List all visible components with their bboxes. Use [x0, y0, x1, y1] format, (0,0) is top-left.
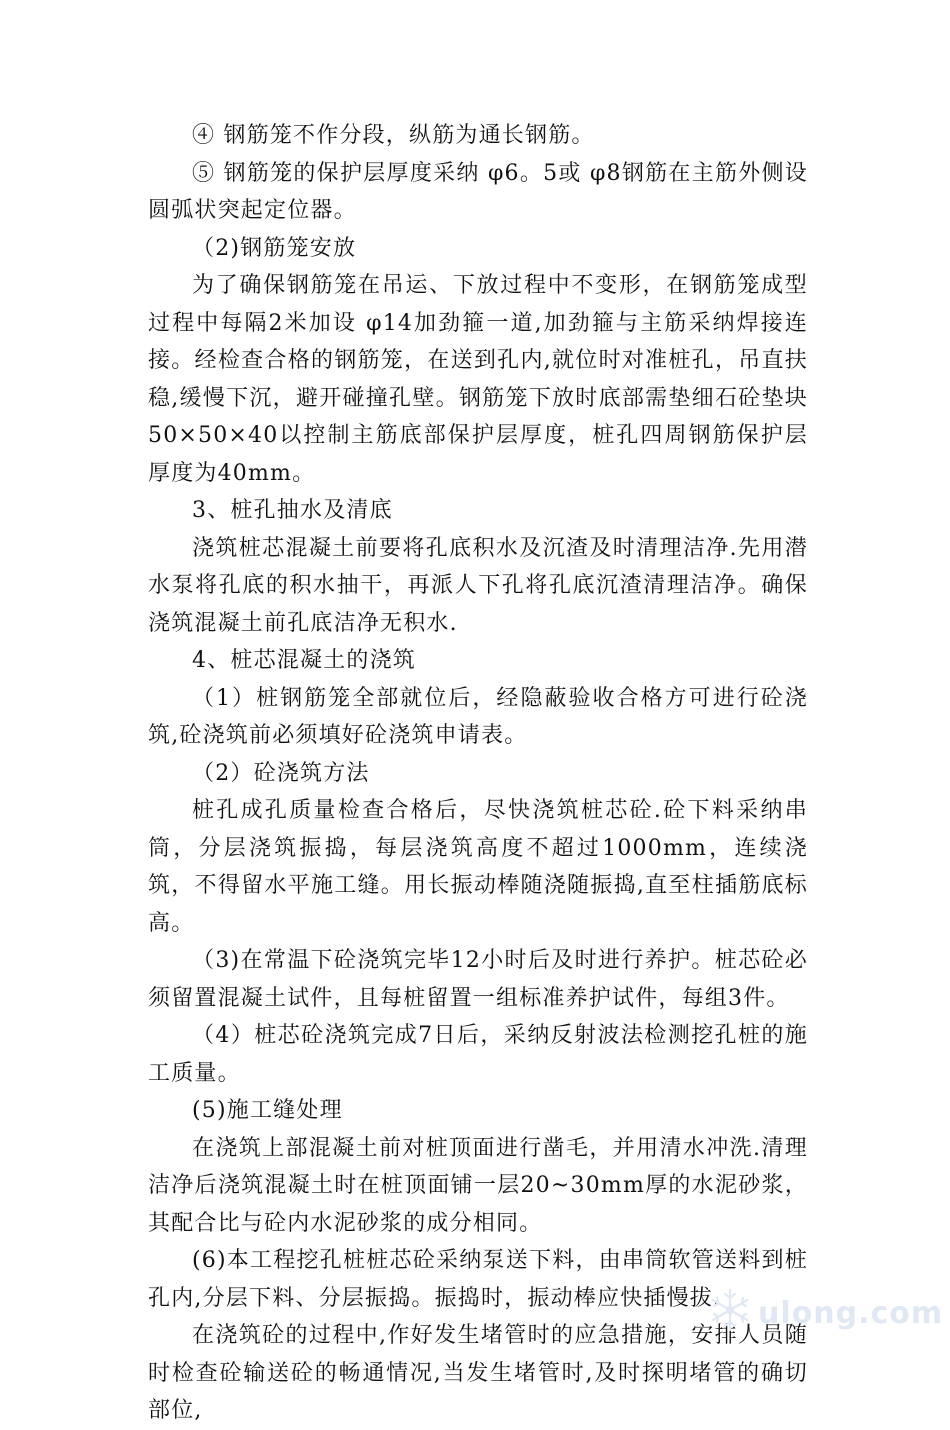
paragraph-7: （3)在常温下砼浇筑完毕12小时后及时进行养护。桩芯砼必须留置混凝土试件，且每桩留置一组标准养护试件，每组3件。 — [148, 948, 808, 1011]
subsection-heading-5: (5)施工缝处理 — [192, 1098, 343, 1123]
paragraph-6: 桩孔成孔质量检查合格后，尽快浇筑桩芯砼.砼下料采纳串筒，分层浇筑振捣，每层浇筑高度不超过1000mm，连续浇筑，不得留水平施工缝。用长振动棒随浇随振捣,直至柱插筋底标高。 — [148, 798, 808, 936]
paragraph-10: (6)本工程挖孔桩桩芯砼采纳泵送下料，由串筒软管送料到桩孔内,分层下料、分层振捣。振捣时，振动棒应快插慢拔. — [148, 1248, 808, 1311]
paragraph-5: （1）桩钢筋笼全部就位后，经隐蔽验收合格方可进行砼浇筑,砼浇筑前必须填好砼浇筑申请表。 — [148, 685, 808, 748]
section-heading-3: 3、桩孔抽水及清底 — [192, 498, 393, 523]
section-heading-2: （2)钢筋笼安放 — [192, 235, 357, 261]
paragraph-2: ⑤ 钢筋笼的保护层厚度采纳 φ6。5或 φ8钢筋在主筋外侧设圆弧状突起定位器。 — [148, 160, 808, 223]
paragraph-11: 在浇筑砼的过程中,作好发生堵管时的应急措施，安排人员随时检查砼输送砼的畅通情况,当发生堵管时,及时探明堵管的确切部位, — [148, 1323, 808, 1423]
document-body — [148, 117, 808, 1430]
paragraph-1: ④ 钢筋笼不作分段，纵筋为通长钢筋。 — [192, 123, 595, 148]
snowflake-logo-icon — [706, 1286, 754, 1334]
site-watermark — [706, 1284, 944, 1340]
paragraph-8: （4）桩芯砼浇筑完成7日后，采纳反射波法检测挖孔桩的施工质量。 — [148, 1023, 808, 1086]
section-heading-4: 4、桩芯混凝土的浇筑 — [192, 648, 416, 673]
paragraph-3: 为了确保钢筋笼在吊运、下放过程中不变形，在钢筋笼成型过程中每隔2米加设 φ14加劲箍一道,加劲箍与主筋采纳焊接连接。经检查合格的钢筋笼，在送到孔内,就位时对准桩孔，吊直扶稳,缓慢下沉，避开碰撞孔壁。钢筋笼下放时底部需垫细石砼垫块50×50×40以控制主筋底部保护层厚度，桩孔四周钢筋保护层厚度为40mm。 — [148, 273, 808, 486]
paragraph-9: 在浇筑上部混凝土前对桩顶面进行凿毛，并用清水冲洗.清理洁净后浇筑混凝土时在桩顶面铺一层20~30mm厚的水泥砂浆，其配合比与砼内水泥砂浆的成分相同。 — [148, 1135, 808, 1236]
watermark-text: ulong.com — [758, 1296, 944, 1331]
paragraph-4: 浇筑桩芯混凝土前要将孔底积水及沉渣及时清理洁净.先用潜水泵将孔底的积水抽干，再派人下孔将孔底沉渣清理洁净。确保浇筑混凝土前孔底洁净无积水. — [148, 535, 808, 636]
subsection-heading-2: （2）砼浇筑方法 — [192, 760, 370, 786]
